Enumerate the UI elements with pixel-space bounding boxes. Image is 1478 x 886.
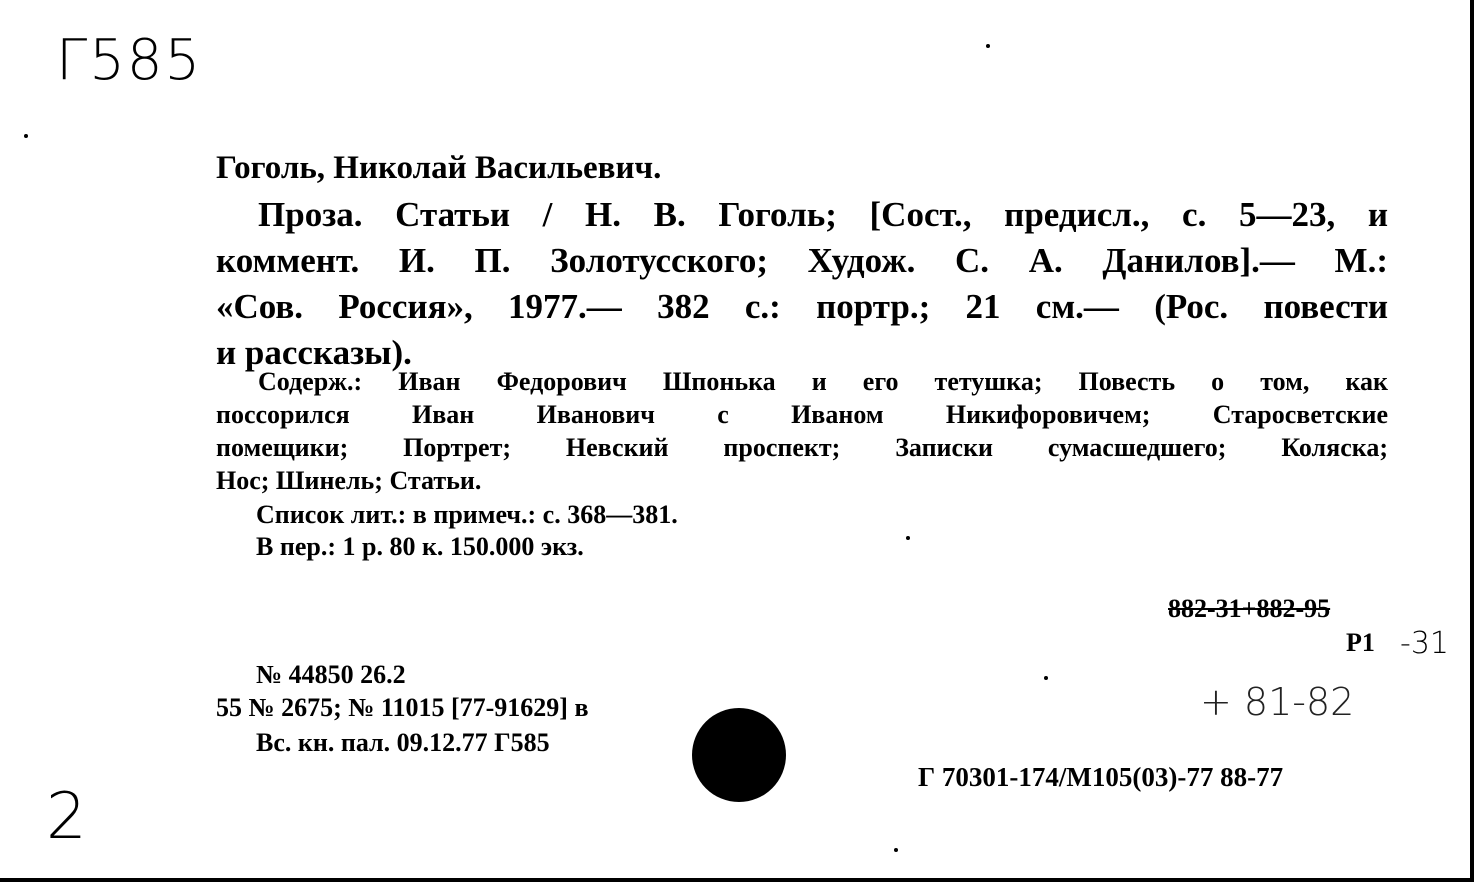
shelf-handwritten: -31 — [1400, 626, 1449, 661]
contents-line: Содерж.: Иван Федорович Шпонька и его тетушка; Повесть о том, как — [258, 367, 1388, 396]
speck — [24, 134, 28, 138]
ink-stamp — [692, 708, 786, 802]
bibliography-note: Список лит.: в примеч.: с. 368—381. — [256, 500, 678, 529]
author-heading: Гоголь, Николай Васильевич. — [216, 150, 662, 186]
speck — [894, 848, 898, 852]
classification-code: Г 70301-174/М105(03)-77 88-77 — [918, 762, 1284, 792]
title-line: «Сов. Россия», 1977.— 382 с.: портр.; 21 см.— (Рос. повести — [216, 287, 1388, 326]
handwritten-note: + 81-82 — [1200, 680, 1355, 724]
cross-reference: 882-31+882-95 — [1168, 594, 1331, 623]
price-note: В пер.: 1 р. 80 к. 150.000 экз. — [256, 532, 584, 561]
contents-line: помещики; Портрет; Невский проспект; Записки сумасшедшего; Коляска; — [216, 433, 1388, 462]
corner-handwritten-mark: 2 — [46, 780, 87, 854]
title-description — [216, 192, 1388, 376]
contents-line: поссорился Иван Иванович с Иваном Никифоровичем; Старосветские — [216, 400, 1388, 429]
catalog-numbers: 55 № 2675; № 11015 [77-91629] в — [216, 693, 589, 722]
speck — [1044, 676, 1048, 680]
book-chamber-line: Вс. кн. пал. 09.12.77 Г585 — [256, 728, 550, 757]
speck — [906, 536, 910, 540]
contents-note — [216, 365, 1388, 497]
registration-number: № 44850 26.2 — [256, 660, 406, 689]
speck — [986, 44, 990, 48]
contents-line: Нос; Шинель; Статьи. — [216, 466, 482, 495]
title-line: и рассказы). — [216, 333, 412, 372]
title-line: Проза. Статьи / Н. В. Гоголь; [Сост., предисл., с. 5—23, и — [258, 195, 1388, 234]
shelf-code: Р1 — [1346, 628, 1375, 657]
title-line: коммент. И. П. Золотусского; Худож. С. А. Данилов].— М.: — [216, 241, 1388, 280]
call-number: Г585 — [56, 28, 203, 93]
